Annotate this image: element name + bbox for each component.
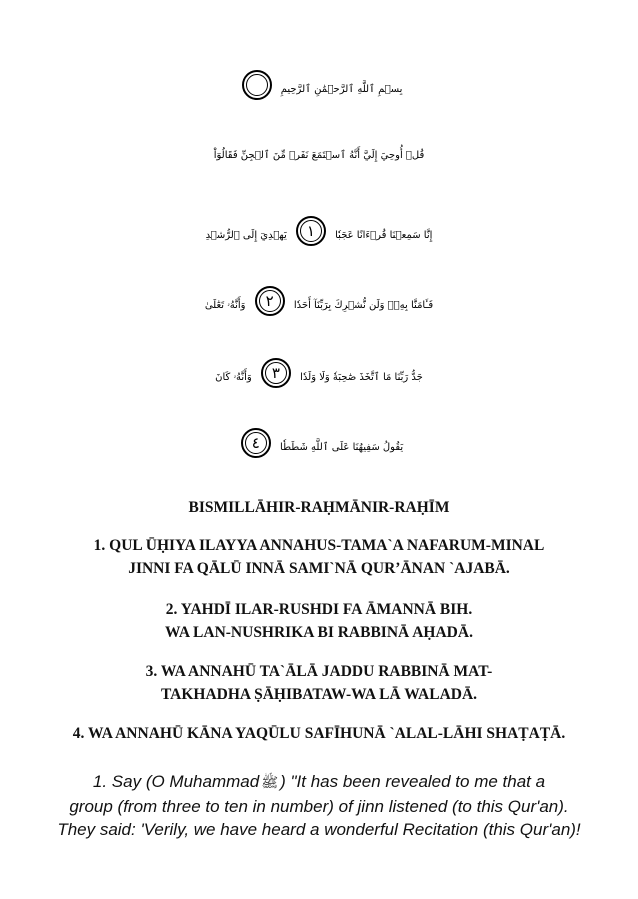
ayah-number-3: ٣	[261, 358, 291, 388]
transliteration-line: 4. WA ANNAHŪ KĀNA YAQŪLU SAFĪHUNĀ `ALAL-LĀHI SHAṬAṬĀ.	[72, 725, 566, 742]
english-translation	[10, 770, 628, 841]
transliteration-verse-1	[10, 534, 628, 580]
ayah-number-2: ٢	[255, 286, 285, 316]
translation-line-1	[10, 770, 628, 795]
transliteration-line: 2. YAHDĪ ILAR-RUSHDI FA ĀMANNĀ BIH.	[165, 601, 473, 618]
transliteration-line: 3. WA ANNAHŪ TA`ĀLĀ JADDU RABBINĀ MAT-	[145, 663, 493, 680]
arabic-line-1	[0, 128, 638, 184]
arabic-line-5	[0, 420, 638, 476]
translation-line-3: They said: 'Verily, we have heard a wonderful Recitation (this Qur'an)!	[57, 820, 581, 839]
translation-text: ) "It has been revealed to me that a	[280, 772, 546, 791]
transliteration-line: JINNI FA QĀLŪ INNĀ SAMI`NĀ QUR’ĀNAN `AJABĀ.	[128, 560, 510, 577]
transliteration-line: WA LAN-NUSHRIKA BI RABBINĀ AḤADĀ.	[165, 624, 473, 641]
transliteration-line: 1. QUL ŪḤIYA ILAYYA ANNAHUS-TAMA`A NAFARUM-MINAL	[93, 537, 545, 554]
transliteration-verse-3	[10, 660, 628, 706]
arabic-line-4	[0, 350, 638, 406]
arabic-text: إِنَّا سَمِعۡنَا قُرۡءَانًا عَجَبٗا	[335, 230, 433, 241]
transliteration-line: TAKHADHA ṢĀḤIBATAW-WA LĀ WALADĀ.	[160, 686, 478, 703]
transliteration-line: BISMILLĀHIR-RAḤMĀNIR-RAḤĪM	[188, 499, 450, 516]
ayah-number-1: ١	[296, 216, 326, 246]
arabic-text: فَـَٔامَنَّا بِهِۦۖ وَلَن نُّشۡرِكَ بِرَبِّنَآ أَحَدٗا	[293, 300, 434, 311]
arabic-text: قُلۡ أُوحِيَ إِلَيَّ أَنَّهُ ٱسۡتَمَعَ نَفَرٞ مِّنَ ٱلۡجِنِّ فَقَالُوٓاْ	[213, 150, 425, 161]
transliteration-verse-2	[10, 598, 628, 644]
transliteration-basmala	[10, 496, 628, 519]
basmala-end-ornament	[242, 70, 272, 100]
ayah-number-4: ٤	[241, 428, 271, 458]
pbuh-symbol: ﷺ	[261, 775, 279, 791]
arabic-text: جَدُّ رَبِّنَا مَا ٱتَّخَذَ صَٰحِبَةٗ وَلَا وَلَدٗا	[300, 372, 423, 383]
arabic-text: وَأَنَّهُۥ كَانَ	[215, 372, 252, 383]
arabic-line-3	[0, 278, 638, 334]
arabic-line-2	[0, 208, 638, 264]
arabic-text: يَقُولُ سَفِيهُنَا عَلَى ٱللَّهِ شَطَطٗا	[280, 442, 404, 453]
transliteration-verse-4	[10, 722, 628, 745]
translation-text: 1. Say (O Muhammad	[92, 772, 260, 791]
arabic-basmala-line	[0, 62, 638, 118]
arabic-text: يَهۡدِيٓ إِلَى ٱلرُّشۡدِ	[205, 230, 287, 241]
arabic-text: وَأَنَّهُۥ تَعَٰلَىٰ	[204, 300, 246, 311]
translation-line-2: group (from three to ten in number) of jinn listened (to this Qur'an).	[69, 797, 569, 816]
arabic-basmala: بِسۡمِ ٱللَّهِ ٱلرَّحۡمَٰنِ ٱلرَّحِيمِ	[280, 84, 403, 95]
